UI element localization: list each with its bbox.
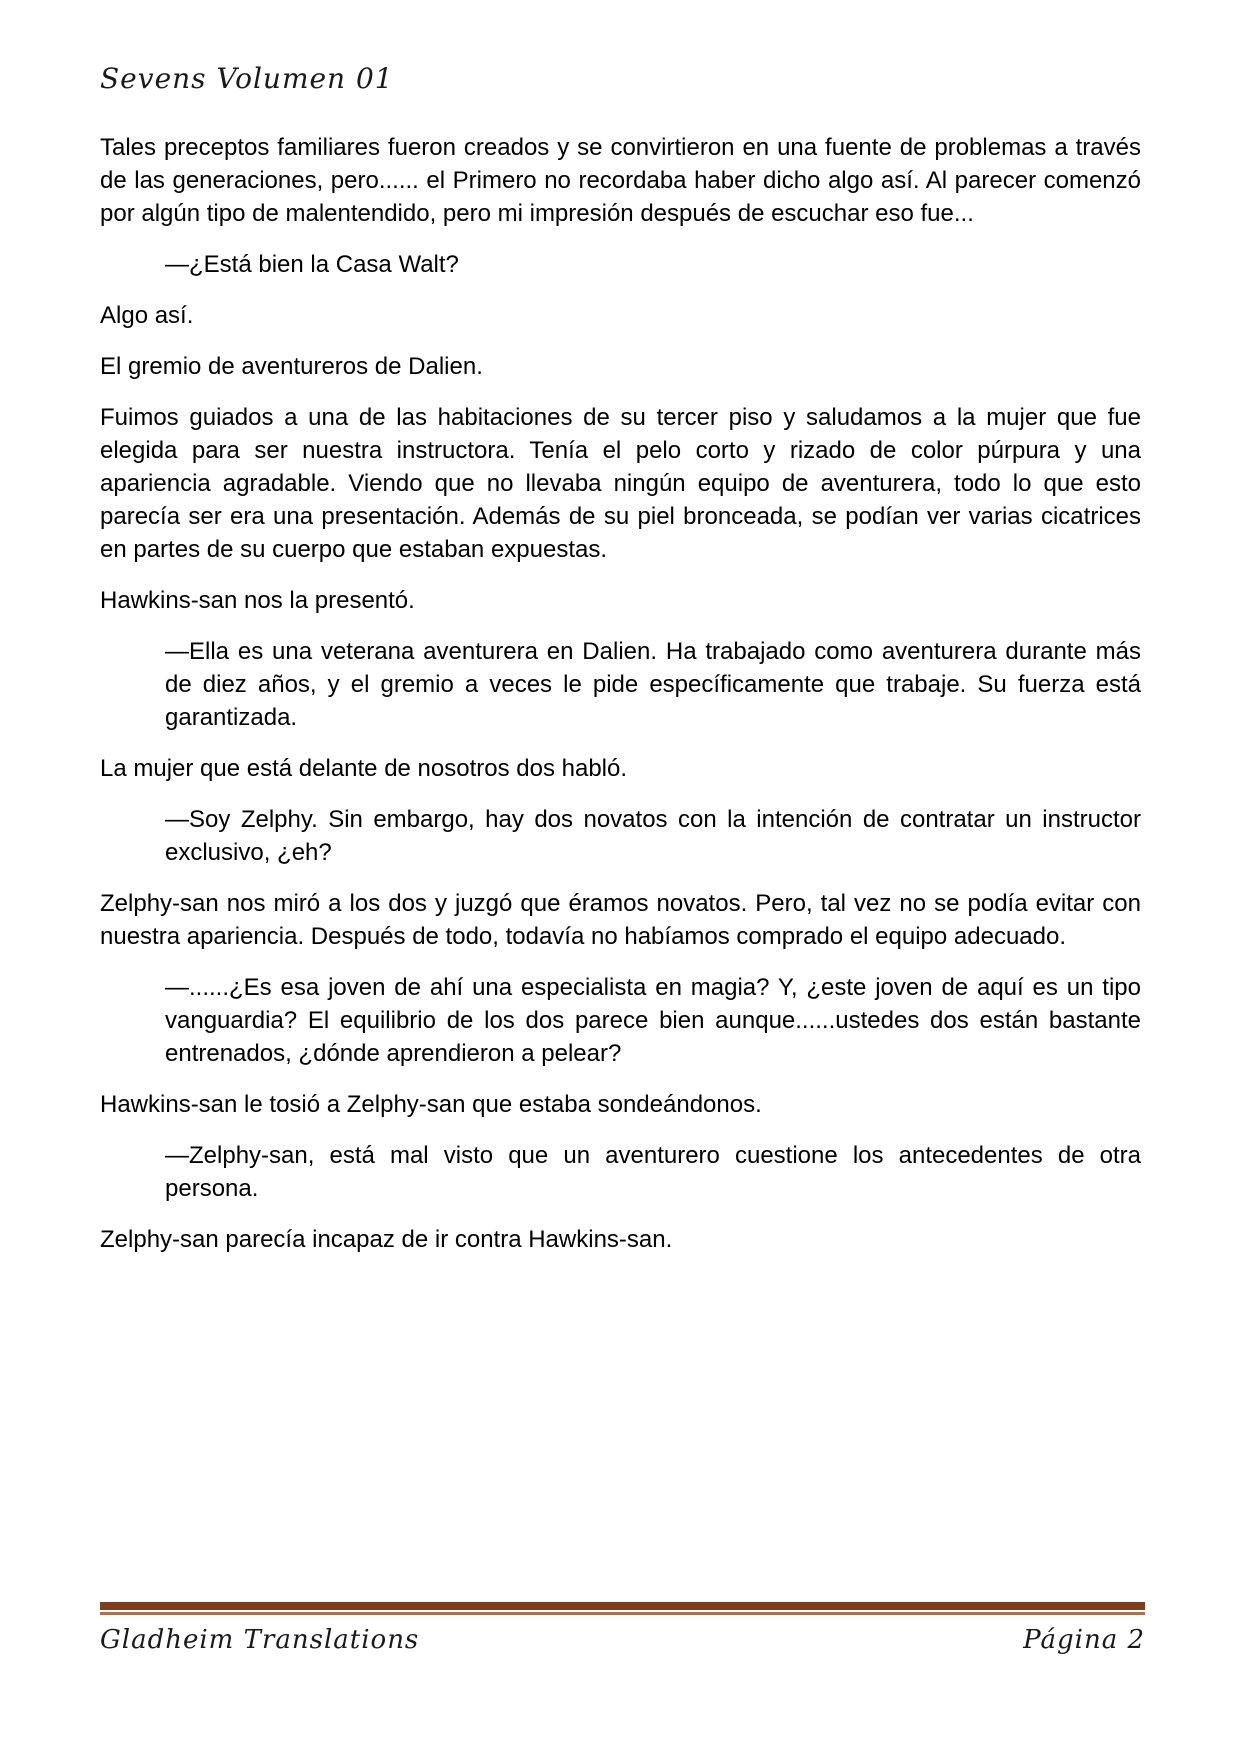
- footer-translator-credit: Gladheim Translations: [100, 1625, 420, 1655]
- paragraph: Zelphy-san nos miró a los dos y juzgó que éramos novatos. Pero, tal vez no se podía evitar con nuestra apariencia. Después de todo, todavía no habíamos comprado el equipo adecuado.: [100, 890, 1141, 950]
- dialogue-paragraph: —¿Está bien la Casa Walt?: [165, 251, 459, 278]
- page-header: [100, 62, 1141, 96]
- paragraph: Zelphy-san parecía incapaz de ir contra Hawkins-san.: [100, 1226, 673, 1253]
- document-body: [100, 131, 1141, 1274]
- footer-rule-thin: [100, 1612, 1145, 1615]
- paragraph: El gremio de aventureros de Dalien.: [100, 353, 483, 380]
- paragraph: Fuimos guiados a una de las habitaciones de su tercer piso y saludamos a la mujer que fue elegida para ser nuestra instructora. Tenía el pelo corto y rizado de color púrpura y una apariencia agradable. Viendo que no llevaba ningún equipo de aventurera, todo lo que esto parecía ser era una presentación. Además de su piel bronceada, se podían ver varias cicatrices en partes de su cuerpo que estaban expuestas.: [100, 404, 1141, 563]
- dialogue-paragraph: —Soy Zelphy. Sin embargo, hay dos novatos con la intención de contratar un instructor exclusivo, ¿eh?: [165, 806, 1141, 866]
- paragraph: Hawkins-san nos la presentó.: [100, 587, 415, 614]
- page-number: Página 2: [1023, 1625, 1145, 1655]
- dialogue-paragraph: —Zelphy-san, está mal visto que un aventurero cuestione los antecedentes de otra persona.: [165, 1142, 1141, 1202]
- header-title: Sevens Volumen 01: [100, 62, 394, 95]
- dialogue-paragraph: —......¿Es esa joven de ahí una especialista en magia? Y, ¿este joven de aquí es un tipo vanguardia? El equilibrio de los dos parece bien aunque......ustedes dos están bastante entrenados, ¿dónde aprendieron a pelear?: [165, 974, 1141, 1067]
- page-footer: [100, 1602, 1145, 1656]
- paragraph: Algo así.: [100, 302, 194, 329]
- paragraph: Hawkins-san le tosió a Zelphy-san que estaba sondeándonos.: [100, 1091, 762, 1118]
- paragraph: La mujer que está delante de nosotros dos habló.: [100, 755, 628, 782]
- footer-rule-thick: [100, 1602, 1145, 1610]
- paragraph: Tales preceptos familiares fueron creados y se convirtieron en una fuente de problemas a través de las generaciones, pero...... el Primero no recordaba haber dicho algo así. Al parecer comenzó por algún tipo de malentendido, pero mi impresión después de escuchar eso fue...: [100, 134, 1141, 227]
- dialogue-paragraph: —Ella es una veterana aventurera en Dalien. Ha trabajado como aventurera durante más de diez años, y el gremio a veces le pide específicamente que trabaje. Su fuerza está garantizada.: [165, 638, 1141, 731]
